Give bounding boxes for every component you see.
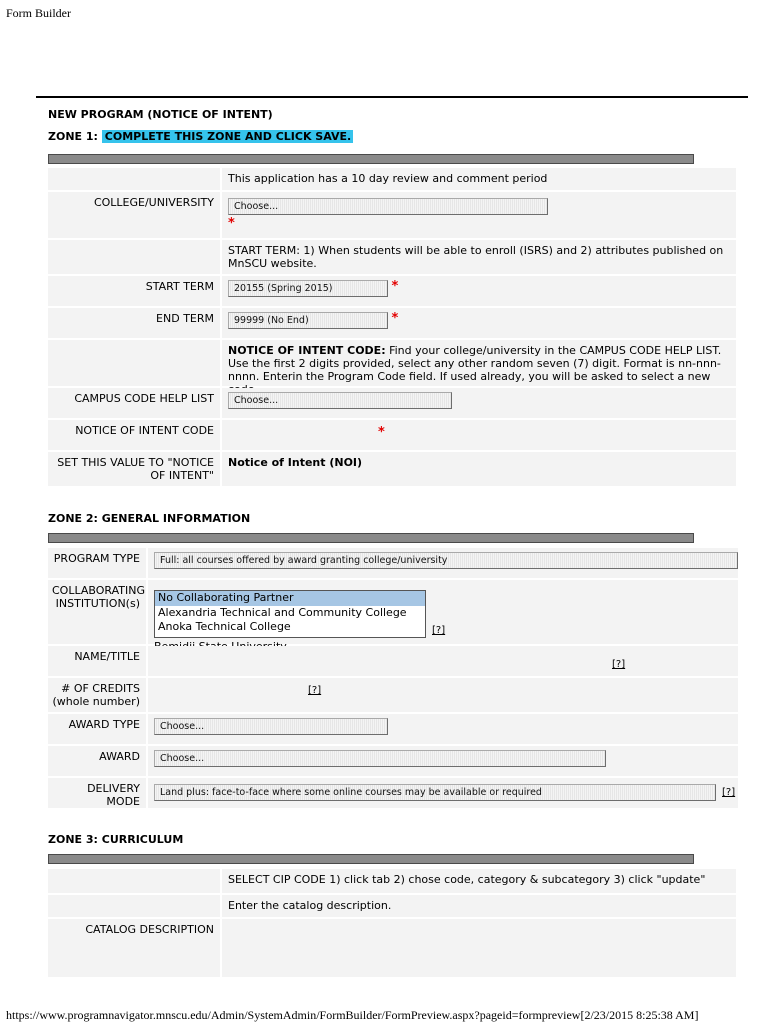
delivery-select[interactable]: Land plus: face-to-face where some online courses may be available or required xyxy=(154,784,716,801)
cip-note: SELECT CIP CODE 1) click tab 2) chose code, category & subcategory 3) click "update" xyxy=(222,869,736,893)
form-row xyxy=(48,714,738,744)
collab-listbox[interactable] xyxy=(154,590,426,638)
start-term-note: START TERM: 1) When students will be able to enroll (ISRS) and 2) attributes published on MnSCU website. xyxy=(222,240,736,274)
catalog-description-area[interactable] xyxy=(222,919,736,977)
college-label: COLLEGE/UNIVERSITY xyxy=(48,192,220,238)
catalog-label: CATALOG DESCRIPTION xyxy=(48,919,220,977)
end-term-select[interactable]: 99999 (No End) xyxy=(228,312,388,329)
noi-note-text: Find your college/university in the CAMPUS CODE HELP LIST. Use the first 2 digits provided, select any other random seven (7) digit. Format is nn-nnn-nnnn. Enterin the Program Code field. If used already, you will be asked to select a new xyxy=(228,344,722,383)
noi-code-note xyxy=(222,340,736,386)
program-type-select[interactable]: Full: all courses offered by award granting college/university xyxy=(154,552,738,569)
form-row xyxy=(48,646,738,676)
award-label: AWARD xyxy=(48,746,146,776)
delivery-label: DELIVERY MODE xyxy=(48,778,146,808)
credits-label: # OF CREDITS (whole number) xyxy=(48,678,146,712)
set-value-label: SET THIS VALUE TO "NOTICE OF INTENT" xyxy=(48,452,220,486)
zone-2-title: ZONE 2: GENERAL INFORMATION xyxy=(48,512,251,525)
form-row xyxy=(48,678,738,712)
review-note: This application has a 10 day review and comment period xyxy=(222,168,736,190)
form-row xyxy=(48,420,736,450)
zone-3-section xyxy=(48,833,738,936)
campus-help-label: CAMPUS CODE HELP LIST xyxy=(48,388,220,418)
collab-label: COLLABORATING INSTITUTION(s) xyxy=(48,580,146,644)
form-row xyxy=(48,340,736,386)
start-term-select[interactable]: 20155 (Spring 2015) xyxy=(228,280,388,297)
name-label: NAME/TITLE xyxy=(48,646,146,676)
form-row xyxy=(48,919,736,977)
required-marker: * xyxy=(378,425,385,440)
form-row xyxy=(48,240,736,274)
form-row xyxy=(48,168,736,190)
credits-help-link[interactable]: [?] xyxy=(308,685,322,696)
form-row xyxy=(48,746,738,776)
catalog-note: Enter the catalog description. xyxy=(222,895,736,917)
form-row xyxy=(48,192,736,238)
end-term-label: END TERM xyxy=(48,308,220,338)
delivery-help-link[interactable]: [?] xyxy=(722,787,736,798)
zone-1-bar xyxy=(48,154,694,164)
zone-1-title xyxy=(48,130,738,144)
zone-3-title: ZONE 3: CURRICULUM xyxy=(48,833,184,846)
required-marker: * xyxy=(391,279,399,294)
list-item[interactable]: Alexandria Technical and Community College xyxy=(158,605,407,619)
form-row xyxy=(48,778,738,808)
zone-3-bar xyxy=(48,854,694,864)
zone-1-section xyxy=(48,108,738,482)
zone-2-section xyxy=(48,512,738,808)
form-row xyxy=(48,276,736,306)
noi-code-label: NOTICE OF INTENT CODE xyxy=(48,420,220,450)
college-select[interactable]: Choose... xyxy=(228,198,548,215)
award-select[interactable]: Choose... xyxy=(154,750,606,767)
form-row xyxy=(48,452,736,486)
start-term-label: START TERM xyxy=(48,276,220,306)
noi-note-heading: NOTICE OF INTENT CODE: xyxy=(228,344,386,357)
set-value-text: Notice of Intent (NOI) xyxy=(222,452,736,486)
zone-1-prefix: ZONE 1: xyxy=(48,130,98,143)
form-row xyxy=(48,308,736,338)
award-type-label: AWARD TYPE xyxy=(48,714,146,744)
required-marker: * xyxy=(228,216,235,231)
zone-1-highlight: COMPLETE THIS ZONE AND CLICK SAVE. xyxy=(102,130,353,143)
award-type-select[interactable]: Choose... xyxy=(154,718,388,735)
campus-help-select[interactable]: Choose... xyxy=(228,392,452,409)
zone-2-bar xyxy=(48,533,694,543)
form-row xyxy=(48,388,736,418)
list-item[interactable]: Anoka Technical College xyxy=(158,620,291,634)
required-marker: * xyxy=(391,311,399,326)
print-footer-url: https://www.programnavigator.mnscu.edu/Admin/SystemAdmin/FormBuilder/FormPreview.aspx?pageid=formpreview[2/23/2015 8:25:38 AM] xyxy=(6,1008,699,1022)
program-type-label: PROGRAM TYPE xyxy=(48,548,146,578)
form-row xyxy=(48,869,736,893)
top-divider xyxy=(36,96,748,98)
name-help-link[interactable]: [?] xyxy=(612,659,626,670)
form-row xyxy=(48,895,736,917)
print-header-title: Form Builder xyxy=(6,6,71,20)
form-row xyxy=(48,580,738,644)
list-item[interactable]: No Collaborating Partner xyxy=(155,591,425,606)
page-title: NEW PROGRAM (NOTICE OF INTENT) xyxy=(48,108,273,121)
form-row xyxy=(48,548,738,578)
collab-help-link[interactable]: [?] xyxy=(432,625,446,636)
